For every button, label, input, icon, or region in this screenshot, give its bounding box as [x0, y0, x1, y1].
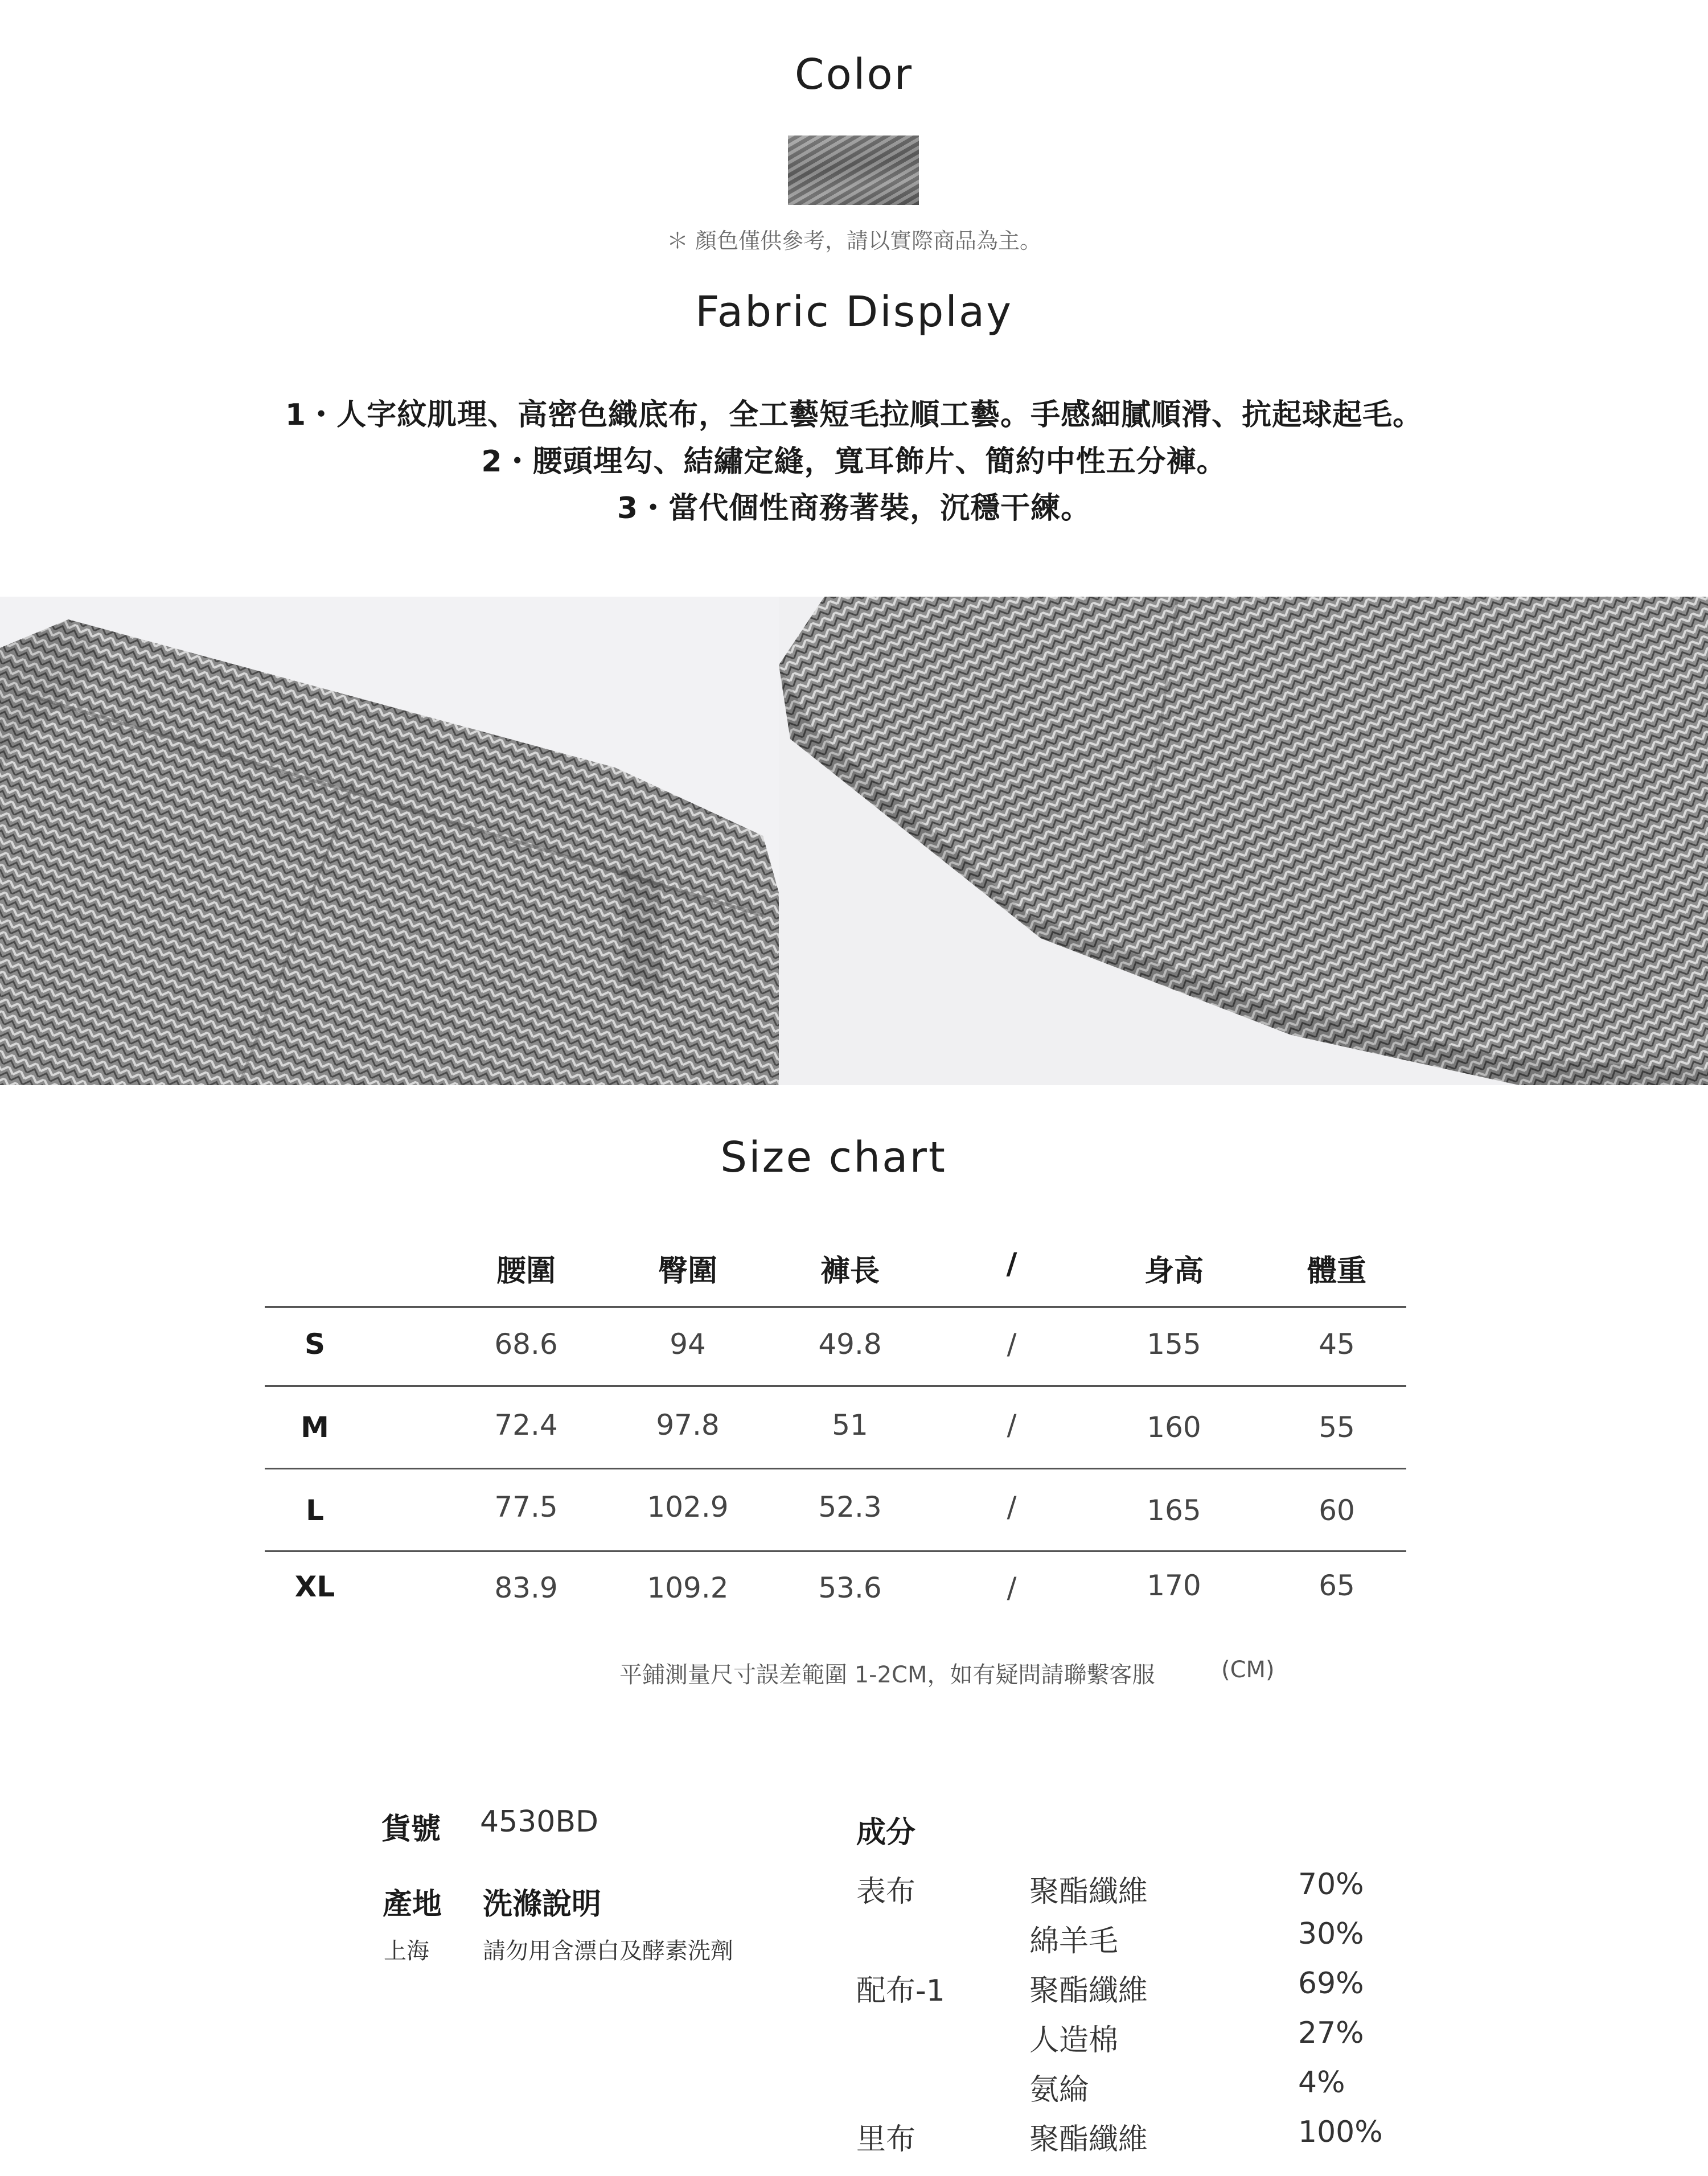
comp-pct-3: 69%: [1298, 1966, 1364, 2001]
cell-s-divider: /: [1007, 1328, 1017, 1361]
cell-m-height: 160: [1147, 1411, 1201, 1444]
row-label-s: S: [304, 1328, 325, 1361]
comp-material-6: 聚酯纖維: [1029, 2122, 1148, 2157]
cell-m-length: 51: [832, 1409, 868, 1442]
comp-pct-1: 70%: [1298, 1867, 1364, 1902]
color-note: ＊ 顏色僅供參考，請以實際商品為主。: [666, 228, 1042, 253]
cell-s-waist: 68.6: [494, 1328, 558, 1361]
header-waist: 腰圍: [496, 1254, 556, 1288]
item-no-value: 4530BD: [480, 1805, 599, 1839]
care-label: 洗滌說明: [483, 1887, 602, 1922]
size-chart-title: Size chart: [720, 1133, 947, 1182]
cell-xl-hip: 109.2: [647, 1571, 729, 1604]
header-divider: /: [1006, 1247, 1017, 1281]
origin-value: 上海: [384, 1938, 429, 1964]
cell-l-weight: 60: [1319, 1494, 1355, 1527]
fabric-photo-waistband: [0, 597, 779, 1085]
cell-l-waist: 77.5: [494, 1491, 558, 1524]
header-hip: 臀圍: [658, 1254, 717, 1288]
comp-part-6: 里布: [856, 2122, 916, 2157]
waistband-fabric-image: [0, 597, 779, 1085]
cell-s-length: 49.8: [818, 1328, 882, 1361]
comp-material-2: 綿羊毛: [1029, 1924, 1119, 1959]
row-label-m: M: [301, 1411, 329, 1444]
fabric-line-3: 3・當代個性商務著裝，沉穩干練。: [617, 491, 1091, 525]
cell-xl-height: 170: [1147, 1569, 1201, 1602]
fabric-photo-hem: [779, 597, 1708, 1085]
cell-m-weight: 55: [1319, 1411, 1355, 1444]
cell-m-divider: /: [1007, 1409, 1017, 1442]
comp-pct-6: 100%: [1298, 2115, 1383, 2149]
color-swatch[interactable]: [788, 136, 919, 205]
table-divider: [265, 1468, 1406, 1469]
cell-xl-divider: /: [1007, 1571, 1017, 1604]
color-title: Color: [794, 50, 914, 99]
cell-m-hip: 97.8: [656, 1409, 720, 1442]
cell-l-hip: 102.9: [647, 1491, 729, 1524]
cell-l-length: 52.3: [818, 1491, 882, 1524]
header-height: 身高: [1144, 1254, 1204, 1288]
cell-xl-waist: 83.9: [494, 1571, 558, 1604]
header-weight: 體重: [1307, 1254, 1366, 1288]
fabric-line-2: 2・腰頭埋勾、結繡定縫，寬耳飾片、簡約中性五分褲。: [481, 445, 1227, 479]
row-label-xl: XL: [294, 1570, 335, 1603]
fabric-line-1: 1・人字紋肌理、高密色織底布，全工藝短毛拉順工藝。手感細膩順滑、抗起球起毛。: [285, 398, 1423, 432]
origin-label: 產地: [383, 1887, 442, 1922]
care-value: 請勿用含漂白及酵素洗劑: [483, 1938, 733, 1964]
comp-pct-5: 4%: [1298, 2066, 1345, 2100]
comp-part-1: 表布: [856, 1875, 916, 1909]
size-unit: (CM): [1221, 1657, 1275, 1683]
comp-part-3: 配布-1: [856, 1974, 945, 2008]
cell-xl-weight: 65: [1319, 1569, 1355, 1602]
comp-pct-4: 27%: [1298, 2016, 1364, 2050]
cell-m-waist: 72.4: [494, 1409, 558, 1442]
comp-material-5: 氨綸: [1029, 2073, 1089, 2107]
item-no-label: 貨號: [381, 1812, 441, 1846]
fabric-title: Fabric Display: [695, 288, 1013, 336]
hem-fabric-image: [779, 597, 1708, 1085]
comp-material-4: 人造棉: [1029, 2023, 1119, 2058]
row-label-l: L: [306, 1494, 324, 1527]
comp-pct-2: 30%: [1298, 1917, 1364, 1951]
header-length: 褲長: [820, 1254, 880, 1288]
comp-material-3: 聚酯纖維: [1029, 1974, 1148, 2008]
cell-s-hip: 94: [670, 1328, 706, 1361]
comp-material-1: 聚酯纖維: [1029, 1875, 1148, 1909]
cell-s-weight: 45: [1319, 1328, 1355, 1361]
cell-xl-length: 53.6: [818, 1571, 882, 1604]
cell-l-divider: /: [1007, 1491, 1017, 1524]
cell-s-height: 155: [1147, 1328, 1201, 1361]
table-divider: [265, 1385, 1406, 1387]
size-footnote: 平鋪測量尺寸誤差範圍 1-2CM，如有疑問請聯繫客服: [619, 1662, 1155, 1688]
table-divider: [265, 1306, 1406, 1308]
table-divider: [265, 1550, 1406, 1552]
cell-l-height: 165: [1147, 1494, 1201, 1527]
composition-label: 成分: [856, 1816, 916, 1850]
